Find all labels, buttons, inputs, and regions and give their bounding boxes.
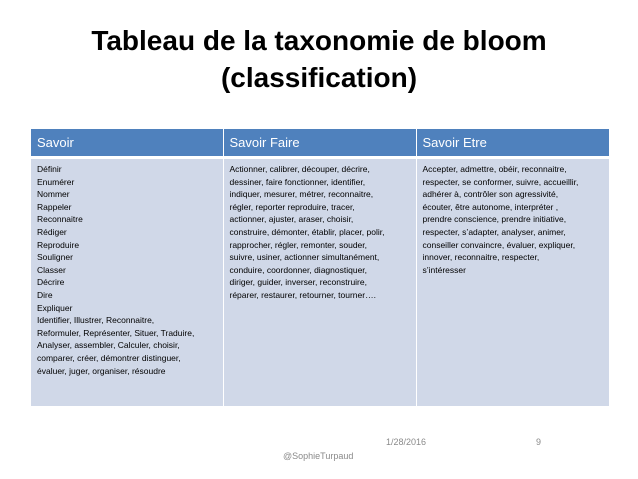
savoir-faire-line: actionner, ajuster, araser, choisir,	[229, 214, 354, 225]
header-savoir-faire: Savoir Faire	[223, 129, 416, 158]
savoir-etre-line: respecter, s’adapter, analyser, animer,	[422, 226, 566, 237]
savoir-line: Classer	[37, 264, 66, 275]
savoir-line: Expliquer	[37, 302, 73, 313]
savoir-line: Analyser, assembler, Calculer, choisir,	[37, 340, 180, 351]
savoir-line: comparer, créer, démontrer distinguer,	[37, 352, 181, 363]
table-header-row	[31, 129, 609, 158]
slide-title	[20, 22, 618, 96]
savoir-line: Rédiger	[37, 226, 67, 237]
bloom-taxonomy-table	[31, 129, 609, 406]
savoir-etre-line: écouter, être autonome, interpréter ,	[422, 201, 559, 212]
savoir-line: Identifier, Illustrer, Reconnaitre,	[37, 315, 155, 326]
savoir-line: Reproduire	[37, 239, 80, 250]
savoir-line: évaluer, juger, organiser, résoudre	[37, 365, 166, 376]
footer-date: 1/28/2016	[386, 437, 427, 447]
savoir-faire-line: dessiner, faire fonctionner, identifier,	[229, 176, 366, 187]
savoir-line: Reconnaitre	[37, 214, 83, 225]
savoir-etre-line: conseiller convaincre, évaluer, expliquer,	[422, 239, 576, 250]
savoir-etre-line: innover, reconnaitre, respecter,	[422, 252, 540, 263]
header-savoir: Savoir	[31, 129, 223, 158]
savoir-line: Reformuler, Représenter, Situer, Traduire,	[37, 327, 195, 338]
savoir-etre-line: prendre conscience, prendre initiative,	[422, 214, 567, 225]
savoir-faire-line: diriger, guider, inverser, reconstruire,	[229, 277, 367, 288]
savoir-line: Définir	[37, 164, 62, 174]
footer-author: @SophieTurpaud	[283, 451, 354, 461]
savoir-faire-line: suivre, usiner, actionner simultanément,	[229, 252, 380, 263]
footer-page-number: 9	[536, 437, 542, 447]
savoir-etre-line: adhérer à, contrôler son agressivité,	[422, 189, 559, 200]
savoir-faire-line: réparer, restaurer, retourner, tourner….	[229, 289, 376, 300]
table-row	[31, 158, 609, 407]
cell-savoir	[31, 158, 223, 407]
savoir-line: Rappeler	[37, 201, 72, 212]
slide-title-line-1: Tableau de la taxonomie de bloom	[91, 25, 547, 56]
savoir-faire-line: conduire, coordonner, diagnostiquer,	[229, 264, 368, 275]
cell-savoir-faire	[223, 158, 416, 407]
cell-savoir-etre	[416, 158, 609, 407]
slide-title-line-2: (classification)	[220, 62, 418, 93]
savoir-line: Nommer	[37, 189, 70, 200]
savoir-faire-line: Actionner, calibrer, découper, décrire,	[229, 164, 370, 174]
savoir-etre-line: Accepter, admettre, obéir, reconnaitre,	[422, 164, 567, 174]
savoir-faire-line: rapprocher, régler, remonter, souder,	[229, 239, 367, 250]
savoir-faire-line: indiquer, mesurer, métrer, reconnaitre,	[229, 189, 374, 200]
header-savoir-etre: Savoir Etre	[416, 129, 609, 158]
savoir-etre-line: s’intéresser	[422, 264, 466, 275]
savoir-faire-line: construire, démonter, établir, placer, polir,	[229, 226, 385, 237]
savoir-line: Décrire	[37, 277, 65, 288]
savoir-line: Souligner	[37, 252, 73, 263]
savoir-faire-line: régler, reporter reproduire, tracer,	[229, 201, 355, 212]
savoir-etre-line: respecter, se conformer, suivre, accueillir,	[422, 176, 579, 187]
savoir-line: Enumérer	[37, 176, 75, 187]
savoir-line: Dire	[37, 289, 53, 300]
